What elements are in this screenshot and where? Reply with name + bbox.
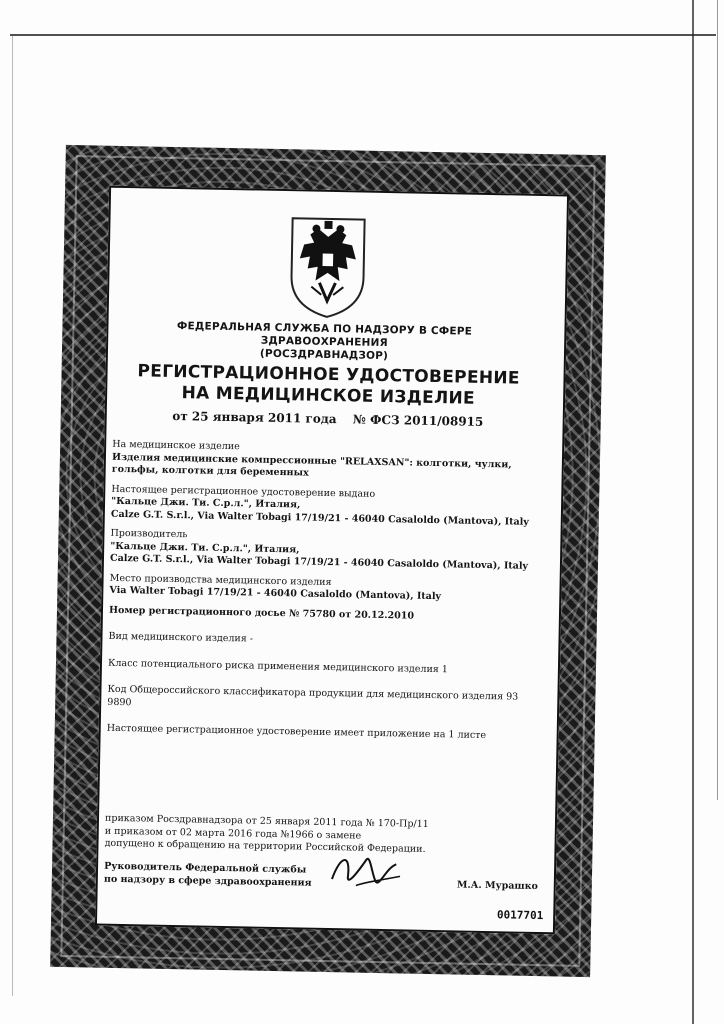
production-label: Место производства медицинского изделия (109, 572, 332, 588)
title-line-2: НА МЕДИЦИНСКОЕ ИЗДЕЛИЕ (181, 383, 476, 409)
device-name: Изделия медицинские компрессионные "RELAXSAN": колготки, чулки, гольфы, колготки для беременных (111, 451, 512, 479)
order-line-3: допущено к обращению на территории Российской Федерации. (104, 837, 426, 855)
coat-of-arms-icon (285, 214, 371, 320)
device-kind: Вид медицинского изделия - (108, 630, 254, 645)
document-title (113, 361, 544, 411)
issued-holder-ru: "Кальце Джи. Ти. С.р.л.", Италия, (111, 495, 301, 511)
manufacturer-address: Calze G.T. S.r.l., Via Walter Tobagi 17/19/21 - 46040 Casaloldo (Mantova), Italy (109, 552, 529, 572)
risk-class: Класс потенциального риска применения медицинского изделия 1 (107, 657, 449, 675)
signatory-block (104, 861, 540, 894)
certificate-date: от 25 января 2011 года (172, 408, 337, 427)
okp-code: Код Общероссийского классификатора продукции для медицинского изделия 93 9890 (107, 683, 519, 708)
order-line-2: и приказом от 02 марта 2016 года №1966 о замене (104, 825, 362, 842)
serial-number: 0017701 (496, 908, 544, 923)
scan-edge-left (12, 36, 13, 996)
manufacturer-ru: "Кальце Джи. Ти. С.р.л.", Италия, (110, 540, 300, 555)
issued-holder-address: Calze G.T. S.r.l., Via Walter Tobagi 17/19/21 - 46040 Casaloldo (Mantova), Italy (110, 508, 529, 528)
signatory-name: М.А. Мурашко (456, 879, 538, 893)
certificate-content (103, 201, 557, 929)
signatory-title-1: Руководитель Федеральной службы (104, 860, 307, 876)
device-label: На медицинское изделие (112, 438, 240, 453)
scan-edge-right (692, 0, 694, 1024)
order-line-1: приказом Росздравнадзора от 25 января 2011 года № 170-Пр/11 (104, 812, 429, 830)
certificate-number: № ФСЗ 2011/08915 (352, 412, 484, 429)
dossier-number: Номер регистрационного досье № 75780 от 20.12.2010 (108, 604, 415, 622)
manufacturer-label: Производитель (110, 527, 188, 541)
scan-edge-top (10, 34, 716, 36)
appendix-note: Настоящее регистрационное удостоверение имеет приложение на 1 листе (106, 722, 487, 742)
issued-label: Настоящее регистрационное удостоверение выдано (111, 483, 376, 500)
agency-name: ФЕДЕРАЛЬНАЯ СЛУЖБА ПО НАДЗОРУ В СФЕРЕ ЗДРАВООХРАНЕНИЯ (176, 320, 473, 350)
order-reference (104, 813, 541, 859)
production-address: Via Walter Tobagi 17/19/21 - 46040 Casaloldo (Mantova), Italy (109, 584, 442, 603)
certificate-date-number (113, 408, 543, 430)
agency-short-name: (РОСЗДРАВНАДЗОР) (259, 347, 389, 363)
certificate-body (107, 439, 549, 744)
scan-edge-right-outer (717, 0, 718, 800)
title-line-1: РЕГИСТРАЦИОННОЕ УДОСТОВЕРЕНИЕ (137, 361, 520, 389)
issuing-agency (114, 319, 535, 366)
signatory-title-2: по надзору в сфере здравоохранения (103, 873, 312, 889)
